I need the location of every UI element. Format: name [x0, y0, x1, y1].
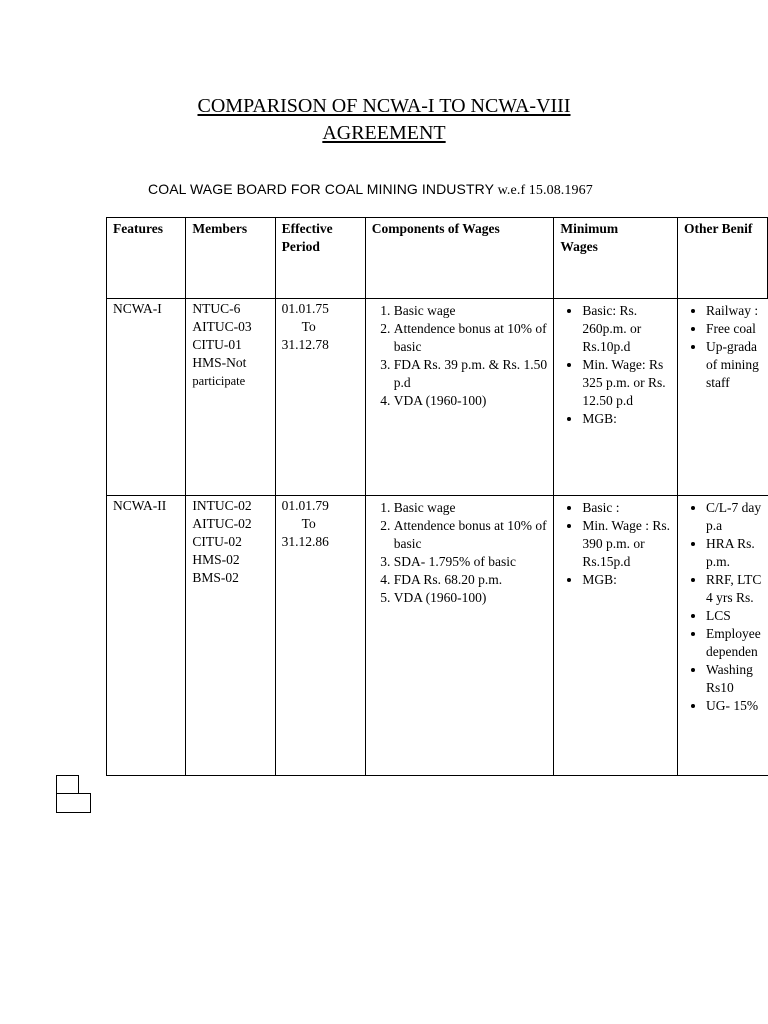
- list-item: • UG- 15%: [706, 697, 762, 715]
- title-line-1: COMPARISON OF NCWA-I TO NCWA-VIII: [197, 95, 571, 117]
- members-cell: NTUC-6 AITUC-03 CITU-01 HMS-Not participate: [186, 299, 275, 496]
- title-line-2: AGREEMENT: [322, 122, 446, 144]
- table-header-row: [107, 218, 768, 299]
- list-item: 1. Basic wage: [394, 499, 548, 517]
- feature-cell: NCWA-I: [107, 299, 186, 496]
- list-item: • LCS: [706, 607, 762, 625]
- table-row: [107, 299, 768, 496]
- list-item: • Min. Wage : Rs. 390 p.m. or Rs.15p.d: [582, 517, 671, 571]
- list-item: 4. VDA (1960-100): [394, 392, 548, 410]
- header-features: Features: [107, 218, 186, 299]
- list-item: • RRF, LTC 4 yrs Rs.: [706, 571, 762, 607]
- members-cell: INTUC-02 AITUC-02 CITU-02 HMS-02 BMS-02: [186, 496, 275, 776]
- header-minimum-wages: Minimum Wages: [554, 218, 678, 299]
- list-item: 4. FDA Rs. 68.20 p.m.: [394, 571, 548, 589]
- list-item: • HRA Rs. p.m.: [706, 535, 762, 571]
- minimum-wages-cell: [554, 496, 678, 776]
- list-item: 3. FDA Rs. 39 p.m. & Rs. 1.50 p.d: [394, 356, 548, 392]
- subtitle-date: w.e.f 15.08.1967: [497, 183, 593, 198]
- list-item: • Free coal: [706, 320, 762, 338]
- list-item: • MGB:: [582, 410, 671, 428]
- feature-cell: NCWA-II: [107, 496, 186, 776]
- list-item: 1. Basic wage: [394, 302, 548, 320]
- list-item: 3. SDA- 1.795% of basic: [394, 553, 548, 571]
- list-item: • Basic: Rs. 260p.m. or Rs.10p.d: [582, 302, 671, 356]
- components-cell: [365, 299, 554, 496]
- document-title: [0, 93, 768, 147]
- list-item: 2. Attendence bonus at 10% of basic: [394, 517, 548, 553]
- subtitle-label: COAL WAGE BOARD FOR COAL MINING INDUSTRY: [148, 181, 495, 197]
- list-item: • Min. Wage: Rs 325 p.m. or Rs. 12.50 p.d: [582, 356, 671, 410]
- page-corner-box-top: [56, 775, 79, 794]
- period-cell: 01.01.79 To 31.12.86: [275, 496, 365, 776]
- list-item: 5. VDA (1960-100): [394, 589, 548, 607]
- other-benefits-cell: [677, 496, 767, 776]
- list-item: • MGB:: [582, 571, 671, 589]
- other-benefits-cell: [677, 299, 767, 496]
- list-item: 2. Attendence bonus at 10% of basic: [394, 320, 548, 356]
- document-subtitle: [148, 181, 593, 199]
- table-row: [107, 496, 768, 776]
- comparison-table: [106, 217, 768, 776]
- list-item: • C/L-7 day p.a: [706, 499, 762, 535]
- header-members: Members: [186, 218, 275, 299]
- list-item: • Railway :: [706, 302, 762, 320]
- list-item: • Up-grada of mining staff: [706, 338, 762, 392]
- list-item: • Basic :: [582, 499, 671, 517]
- minimum-wages-cell: [554, 299, 678, 496]
- period-cell: 01.01.75 To 31.12.78: [275, 299, 365, 496]
- list-item: • Employee dependen: [706, 625, 762, 661]
- header-other-benefits: Other Benif: [677, 218, 767, 299]
- header-effective-period: Effective Period: [275, 218, 365, 299]
- page-corner-box-bottom: [56, 793, 91, 813]
- list-item: • Washing Rs10: [706, 661, 762, 697]
- header-components: Components of Wages: [365, 218, 554, 299]
- components-cell: [365, 496, 554, 776]
